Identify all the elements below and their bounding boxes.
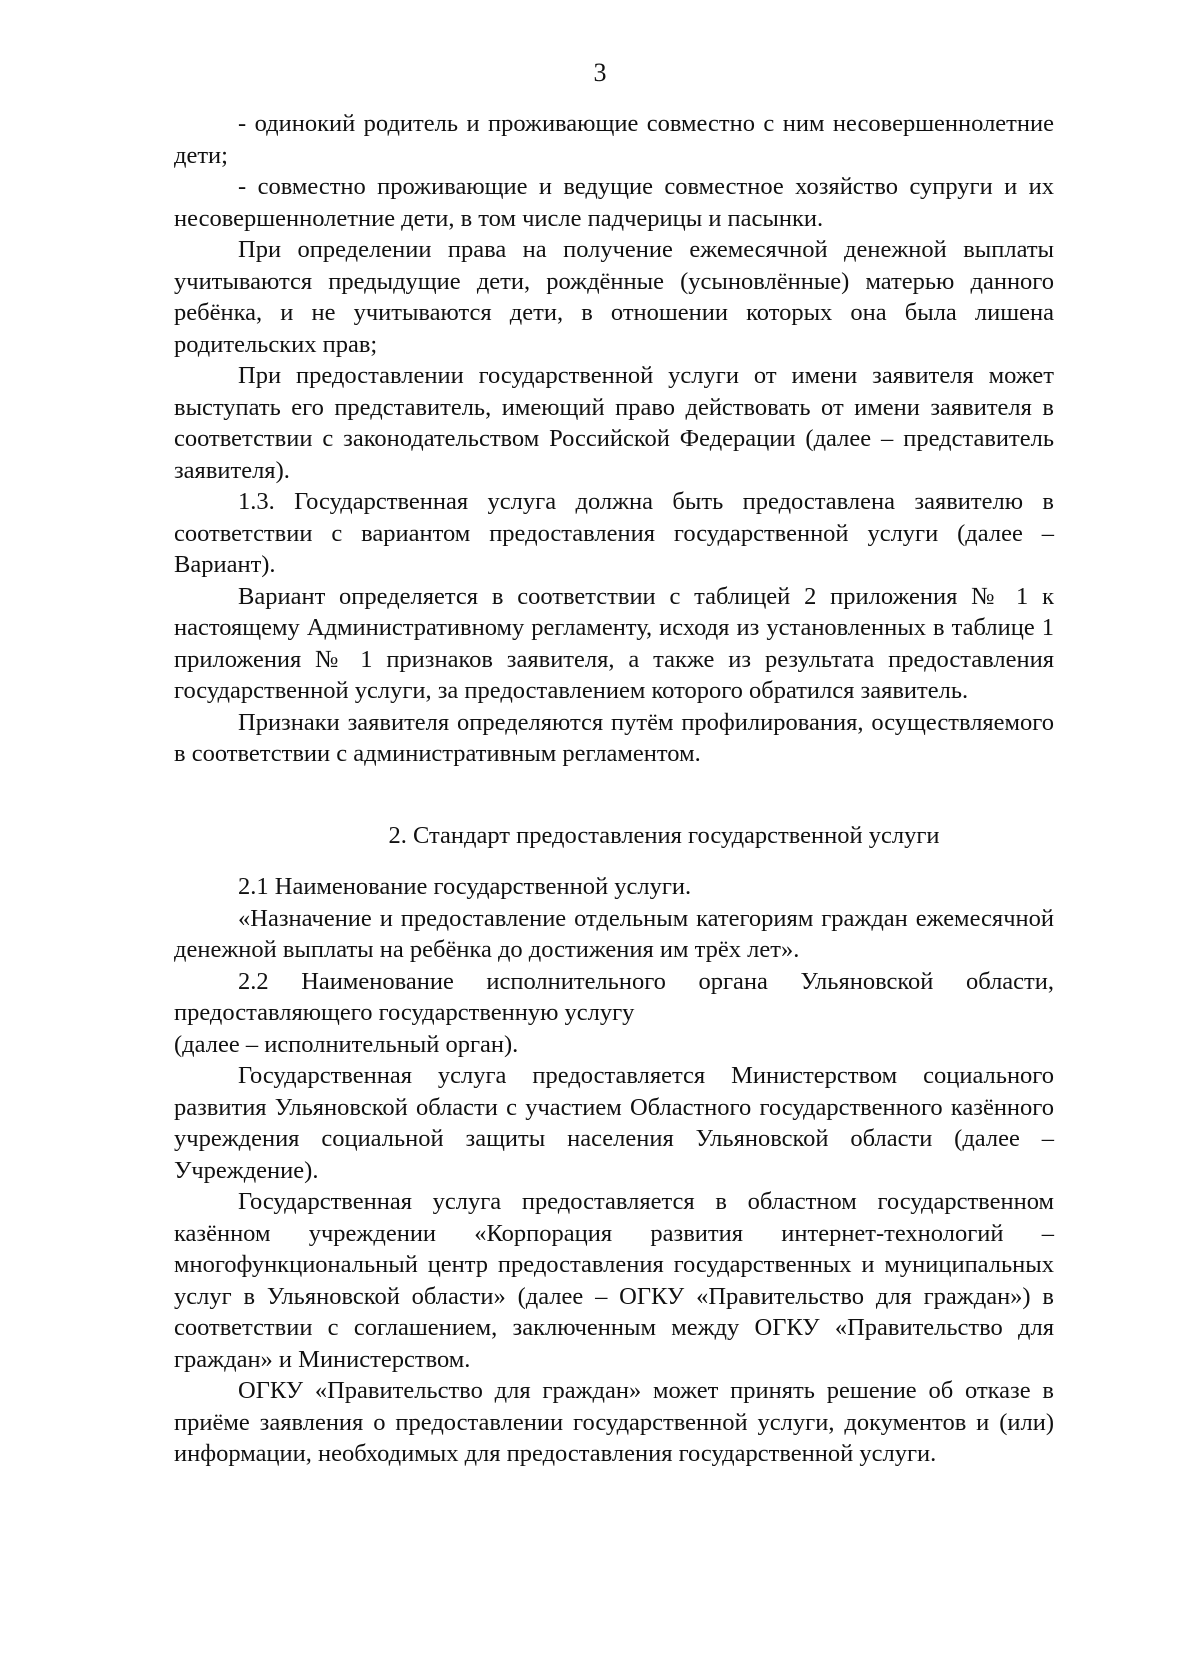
paragraph-2-1: 2.1 Наименование государственной услуги. [238,873,692,900]
paragraph-previous-children: При определении права на получение ежемесячной денежной выплаты учитываются предыдущие дети, рождённые (усыновлённые) матерью данного ребёнка, и не учитываются дети, в отношении которых она была лишена родительских прав; [174,236,1054,358]
paragraph-service-name: «Назначение и предоставление отдельным категориям граждан ежемесячной денежной выплаты на ребёнка до достижения им трёх лет». [174,904,1054,963]
section-title: 2. Стандарт предоставления государственной услуги [388,821,940,849]
paragraph-variant: Вариант определяется в соответствии с таблицей 2 приложения № 1 к настоящему Административному регламенту, исходя из установленных в таблице 1 приложения № 1 признаков заявителя, а также из результата предоставления государственной услуги, за предоставлением которого обратился заявитель. [174,582,1054,704]
paragraph-applicant-signs: Признаки заявителя определяются путём профилирования, осуществляемого в соответствии с административным регламентом. [174,708,1054,767]
document-body [174,108,1054,1470]
paragraph-2-2: 2.2 Наименование исполнительного органа Ульяновской области, предоставляющего государственную услугу [174,967,1054,1026]
paragraph-executive-body-note: (далее – исполнительный орган). [174,1030,519,1058]
paragraph-1-3: 1.3. Государственная услуга должна быть предоставлена заявителю в соответствии с вариантом предоставления государственной услуги (далее – Вариант). [174,488,1054,578]
paragraph-mfc: Государственная услуга предоставляется в областном государственном казённом учреждении «Корпорация развития интернет-технологий – многофункциональный центр предоставления государственных и муниципальных услуг в Ульяновской области» (далее – ОГКУ «Правительство для граждан») в соответствии с соглашением, заключенным между ОГКУ «Правительство для граждан» и Министерством. [174,1188,1054,1373]
page-number: 3 [593,58,607,87]
paragraph-ministry: Государственная услуга предоставляется Министерством социального развития Ульяновской области с участием Областного государственного казённого учреждения социальной защиты населения Ульяновской области (далее – Учреждение). [174,1062,1054,1184]
paragraph-representative: При предоставлении государственной услуги от имени заявителя может выступать его представитель, имеющий право действовать от имени заявителя в соответствии с законодательством Российской Федерации (далее – представитель заявителя). [174,362,1054,484]
paragraph-refusal: ОГКУ «Правительство для граждан» может принять решение об отказе в приёме заявления о предоставлении государственной услуги, документов и (или) информации, необходимых для предоставления государственной услуги. [174,1377,1054,1467]
paragraph-single-parent: - одинокий родитель и проживающие совместно с ним несовершеннолетние дети; [174,110,1054,169]
paragraph-spouses: - совместно проживающие и ведущие совместное хозяйство супруги и их несовершеннолетние дети, в том числе падчерицы и пасынки. [174,173,1054,232]
